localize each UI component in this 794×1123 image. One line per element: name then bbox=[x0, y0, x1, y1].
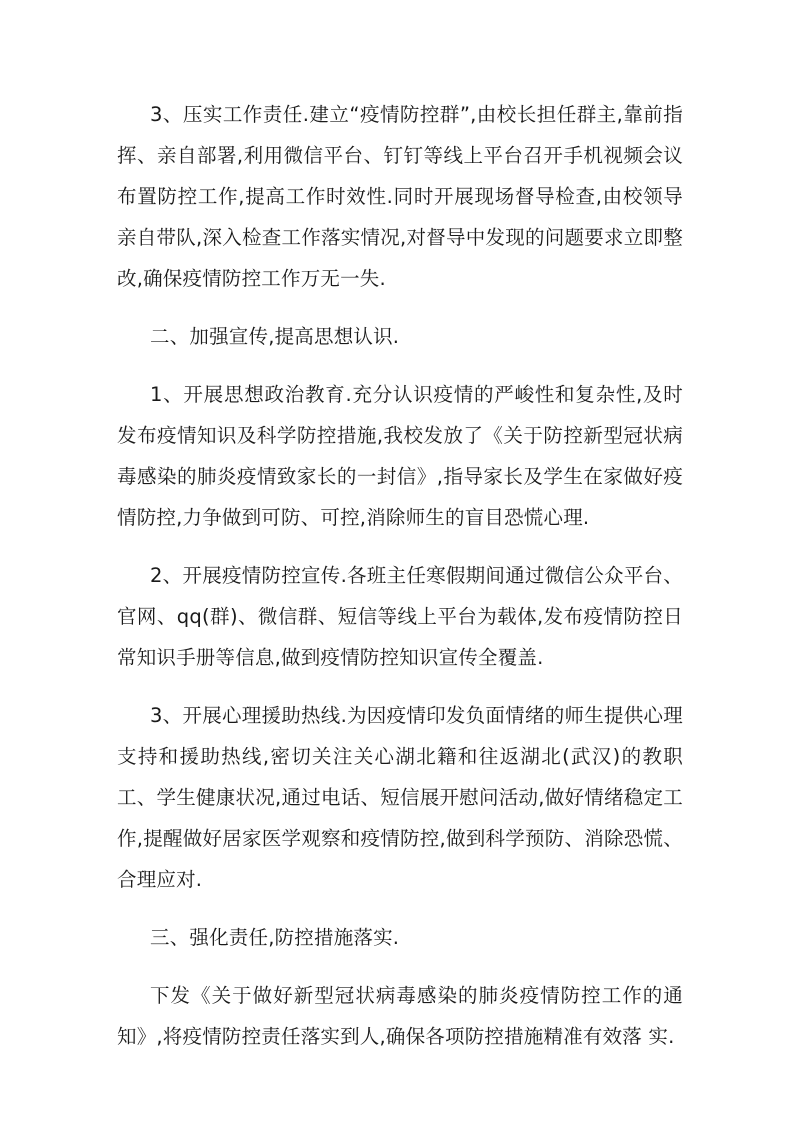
heading-responsibility: 三、强化责任,防控措施落实. bbox=[150, 926, 400, 949]
paragraph-notice: 下发《关于做好新型冠状病毒感染的肺炎疫情防控工作的通知》,将疫情防控责任落实到人,确保各项防控措施精准有效落 实. bbox=[117, 984, 683, 1048]
paragraph-responsibility: 3、压实工作责任.建立“疫情防控群”,由校长担任群主,靠前指挥、亲自部署,利用微信平台、钉钉等线上平台召开手机视频会议布置防控工作,提高工作时效性.同时开展现场督导检查,由校领导亲自带队,深入检查工作落实情况,对督导中发现的问题要求立即整改,确保疫情防控工作万无一失. bbox=[117, 103, 683, 290]
paragraph-hotline: 3、开展心理援助热线.为因疫情印发负面情绪的师生提供心理支持和援助热线,密切关注关心湖北籍和往返湖北(武汉)的教职工、学生健康状况,通过电话、短信展开慰问活动,做好情绪稳定工作,提醒做好居家医学观察和疫情防控,做到科学预防、消除恐慌、合理应对. bbox=[117, 704, 683, 891]
heading-publicity: 二、加强宣传,提高思想认识. bbox=[150, 325, 400, 348]
paragraph-publicity: 2、开展疫情防控宣传.各班主任寒假期间通过微信公众平台、官网、qq(群)、微信群、短信等线上平台为载体,发布疫情防控日常知识手册等信息,做到疫情防控知识宣传全覆盖. bbox=[117, 564, 683, 669]
document-page bbox=[117, 94, 683, 1074]
paragraph-education: 1、开展思想政治教育.充分认识疫情的严峻性和复杂性,及时发布疫情知识及科学防控措施,我校发放了《关于防控新型冠状病毒感染的肺炎疫情致家长的一封信》,指导家长及学生在家做好疫情防控,力争做到可防、可控,消除师生的盲目恐慌心理. bbox=[117, 383, 683, 529]
